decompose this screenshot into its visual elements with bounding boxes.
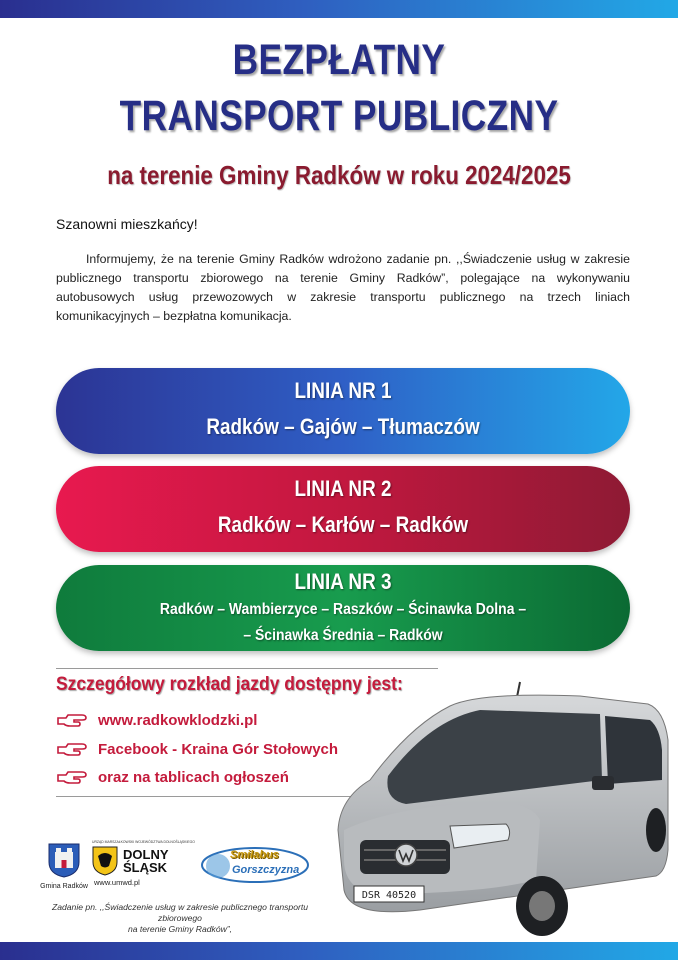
line-2-label: LINIA NR 2 (294, 476, 392, 501)
bottom-gradient-bar (0, 942, 678, 960)
gmina-label: Gmina Radków (40, 883, 88, 890)
coat-of-arms-icon (47, 842, 81, 878)
gmina-radkow-logo (34, 842, 94, 890)
ds-office-label: URZĄD MARSZAŁKOWSKI WOJEWÓDZTWA DOLNOŚLĄSKIEGO (92, 840, 195, 844)
eagle-shield-icon (92, 846, 118, 876)
schedule-heading: Szczegółowy rozkład jazdy dostępny jest: (56, 674, 403, 695)
schedule-item-label: www.radkowklodzki.pl (98, 712, 258, 729)
license-plate: DSR 40520 (361, 890, 417, 901)
pointing-hand-icon (56, 713, 88, 729)
pointing-hand-icon (56, 770, 88, 786)
smilabus-logo (200, 846, 310, 884)
pointing-hand-icon (56, 742, 88, 758)
schedule-item-label: Facebook - Kraina Gór Stołowych (98, 741, 339, 758)
line-3-route-part-1: Radków – Wambierzyce – Raszków – Ścinawka Dolna – (159, 601, 527, 618)
footer-caption (30, 902, 330, 935)
divider-top (56, 668, 438, 669)
line-2-route: Radków – Karłów – Radków (217, 512, 469, 537)
line-2-banner (56, 466, 630, 552)
line-1-label: LINIA NR 1 (294, 378, 392, 403)
schedule-item-facebook[interactable] (56, 741, 338, 758)
line-3-route-part-2: – Ścinawka Średnia – Radków (243, 627, 443, 644)
line-1-banner (56, 368, 630, 454)
greeting: Szanowni mieszkańcy! (56, 216, 198, 232)
schedule-item-notice-boards (56, 769, 289, 786)
caption-line-2: na terenie Gminy Radków”, (127, 924, 233, 934)
subtitle: na terenie Gminy Radków w roku 2024/2025 (107, 160, 571, 190)
minibus-image (330, 680, 670, 942)
ds-name-line-2: ŚLĄSK (123, 860, 168, 875)
title-line-1: BEZPŁATNY (232, 36, 446, 84)
dolny-slask-logo (92, 840, 195, 887)
caption-line-1: Zadanie pn. ,,Świadczenie usług w zakresie publicznego transportu zbiorowego (51, 902, 309, 923)
smilabus-line-2: Gorszczyzna (232, 864, 300, 876)
ds-name-line-1: DOLNY (123, 847, 169, 862)
line-1-route: Radków – Gajów – Tłumaczów (206, 414, 480, 439)
schedule-item-website[interactable] (56, 712, 257, 729)
title-line-2: TRANSPORT PUBLICZNY (119, 92, 559, 140)
smilabus-line-1: Smilabus (230, 849, 279, 861)
schedule-item-label: oraz na tablicach ogłoszeń (98, 769, 289, 786)
intro-paragraph: Informujemy, że na terenie Gminy Radków wdrożono zadanie pn. ,,Świadczenie usług w zakresie publicznego transportu zbiorowego na terenie Gminy Radków”, polegające na wykonywaniu autobusowych usług przewozowych w zakresie transportu publicznego na trzech liniach komunikacyjnych – bezpłatna komunikacja. (56, 252, 630, 323)
line-3-label: LINIA NR 3 (294, 569, 392, 594)
ds-website: www.umwd.pl (94, 878, 140, 887)
top-gradient-bar (0, 0, 678, 18)
line-3-banner (56, 565, 630, 651)
